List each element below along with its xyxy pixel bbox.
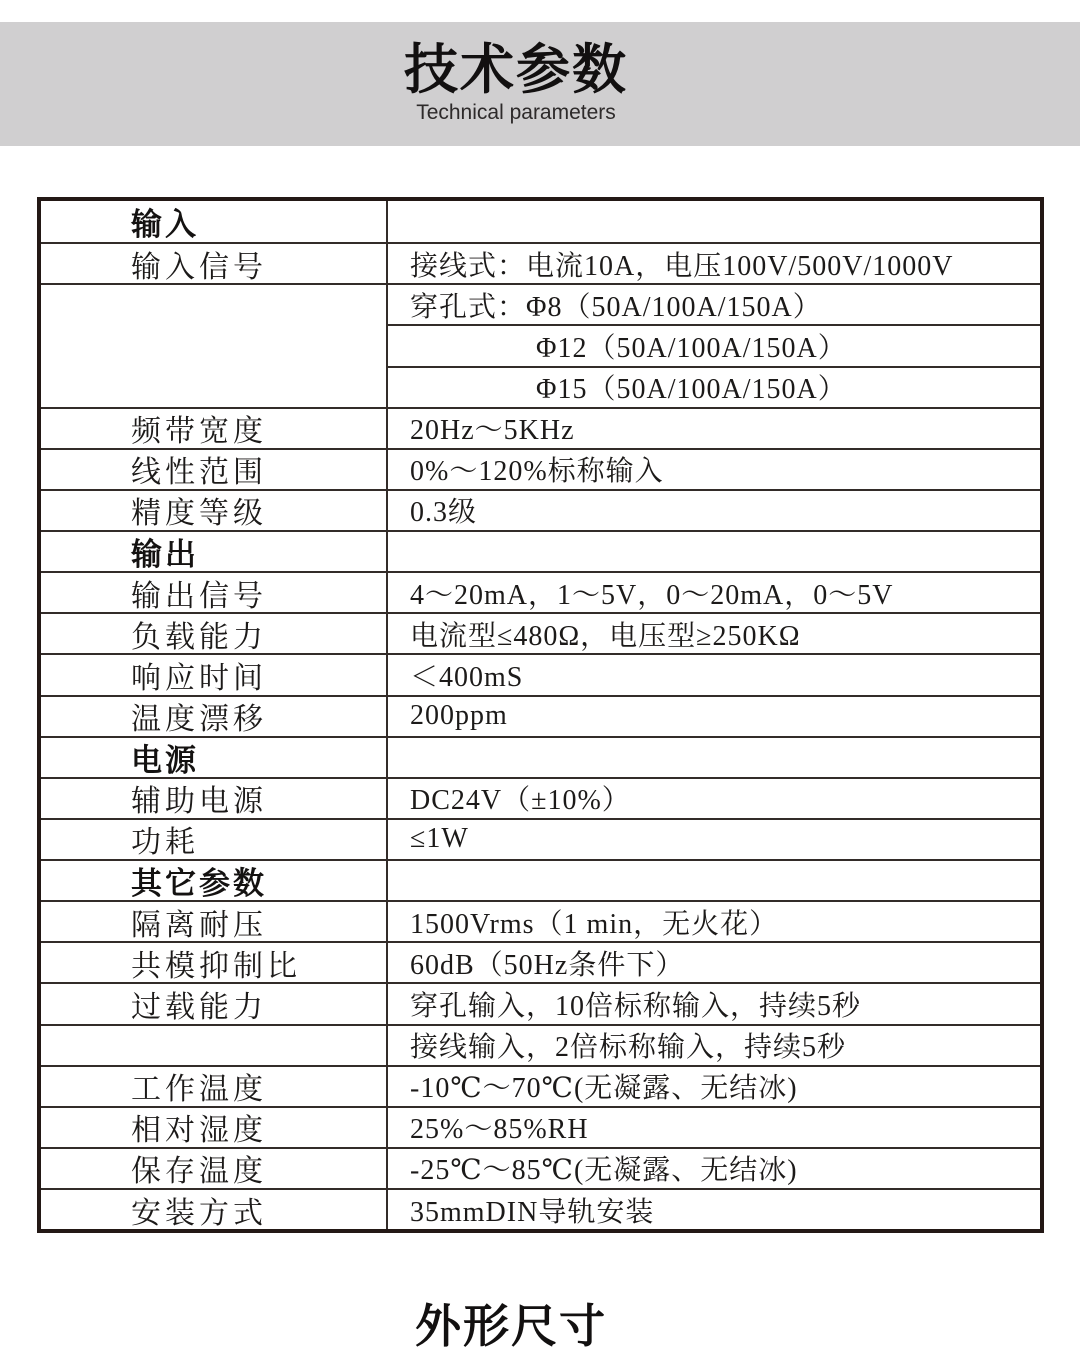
param-name-cell: 安装方式 (41, 1188, 388, 1229)
table-row (41, 900, 1040, 941)
table-row (41, 201, 1040, 242)
table-row (41, 530, 1040, 571)
table-row (41, 1024, 1040, 1065)
table-row (41, 448, 1040, 489)
param-name-cell: 精度等级 (41, 489, 388, 530)
param-value-cell (388, 859, 1040, 900)
table-row (41, 324, 1040, 365)
param-value-cell: 穿孔式：Φ8（50A/100A/150A） (388, 283, 1040, 324)
param-name-cell: 频带宽度 (41, 407, 388, 448)
param-name-cell: 输出信号 (41, 571, 388, 612)
param-value-cell: 35mmDIN导轨安装 (388, 1188, 1040, 1229)
table-row (41, 366, 1040, 407)
param-value-cell: ＜400mS (388, 653, 1040, 694)
param-value-cell: 25%～85%RH (388, 1106, 1040, 1147)
param-value-cell (388, 736, 1040, 777)
page-subtitle: Technical parameters (416, 101, 616, 125)
section-header-cell: 输出 (41, 530, 388, 571)
param-value-cell: 接线输入，2倍标称输入，持续5秒 (388, 1024, 1040, 1065)
param-value-cell: 1500Vrms（1 min，无火花） (388, 900, 1040, 941)
title-banner (0, 22, 1080, 146)
param-name-cell: 过载能力 (41, 982, 388, 1023)
param-value-cell: -10℃～70℃(无凝露、无结冰) (388, 1065, 1040, 1106)
table-row (41, 283, 1040, 324)
param-name-cell: 温度漂移 (41, 695, 388, 736)
param-name-cell: 隔离耐压 (41, 900, 388, 941)
table-row (41, 736, 1040, 777)
param-value-cell: Φ12（50A/100A/150A） (388, 324, 1040, 365)
title-banner-inner (0, 40, 1032, 125)
param-value-cell: 200ppm (388, 695, 1040, 736)
param-name-cell: 线性范围 (41, 448, 388, 489)
param-name-cell: 相对湿度 (41, 1106, 388, 1147)
param-value-cell: 4～20mA，1～5V，0～20mA，0～5V (388, 571, 1040, 612)
table-row (41, 982, 1040, 1023)
param-name-cell: 输入信号 (41, 242, 388, 283)
param-name-cell: 辅助电源 (41, 777, 388, 818)
table-row (41, 695, 1040, 736)
table-row (41, 407, 1040, 448)
table-row (41, 777, 1040, 818)
next-section-title: 外形尺寸 (415, 1300, 607, 1352)
table-row (41, 489, 1040, 530)
section-header-cell: 其它参数 (41, 859, 388, 900)
table-row (41, 1106, 1040, 1147)
param-value-cell: 20Hz～5KHz (388, 407, 1040, 448)
param-name-cell (41, 283, 388, 324)
param-value-cell: 穿孔输入，10倍标称输入，持续5秒 (388, 982, 1040, 1023)
param-name-cell (41, 324, 388, 365)
param-name-cell: 工作温度 (41, 1065, 388, 1106)
table-row (41, 1188, 1040, 1229)
param-value-cell: DC24V（±10%） (388, 777, 1040, 818)
param-value-cell (388, 201, 1040, 242)
section-header-cell: 电源 (41, 736, 388, 777)
param-name-cell: 功耗 (41, 818, 388, 859)
param-name-cell: 响应时间 (41, 653, 388, 694)
table-row (41, 1147, 1040, 1188)
table-row (41, 653, 1040, 694)
param-value-cell: Φ15（50A/100A/150A） (388, 366, 1040, 407)
param-value-cell: 电流型≤480Ω，电压型≥250KΩ (388, 612, 1040, 653)
param-name-cell: 保存温度 (41, 1147, 388, 1188)
table-row (41, 941, 1040, 982)
table-row (41, 1065, 1040, 1106)
param-value-cell: -25℃～85℃(无凝露、无结冰) (388, 1147, 1040, 1188)
param-name-cell (41, 1024, 388, 1065)
param-name-cell: 共模抑制比 (41, 941, 388, 982)
param-value-cell (388, 530, 1040, 571)
param-name-cell: 负载能力 (41, 612, 388, 653)
table-row (41, 612, 1040, 653)
section-header-cell: 输入 (41, 201, 388, 242)
param-value-cell: 60dB（50Hz条件下） (388, 941, 1040, 982)
table-row (41, 859, 1040, 900)
table-row (41, 818, 1040, 859)
param-value-cell: 0.3级 (388, 489, 1040, 530)
param-name-cell (41, 366, 388, 407)
param-value-cell: ≤1W (388, 818, 1040, 859)
table-row (41, 571, 1040, 612)
technical-parameters-table (37, 197, 1044, 1233)
table-row (41, 242, 1040, 283)
page-title: 技术参数 (404, 40, 628, 100)
param-value-cell: 接线式：电流10A，电压100V/500V/1000V (388, 242, 1040, 283)
param-value-cell: 0%～120%标称输入 (388, 448, 1040, 489)
